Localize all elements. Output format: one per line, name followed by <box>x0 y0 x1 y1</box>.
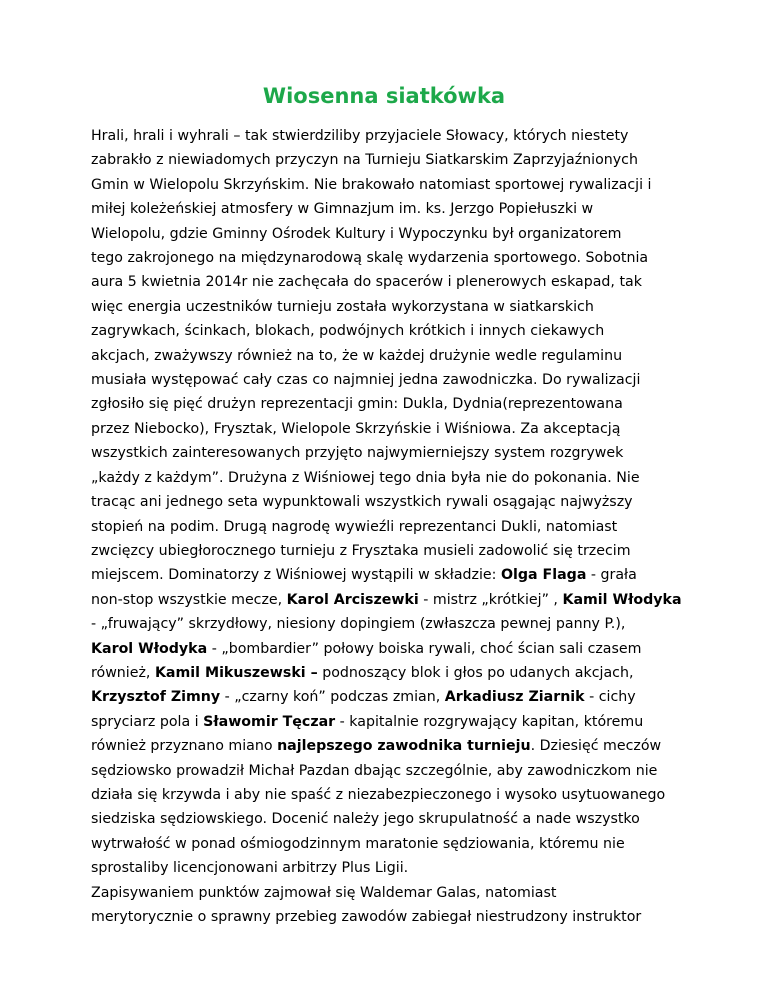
text-segment: Gmin w Wielopolu Skrzyńskim. Nie brakowało natomiast sportowej rywalizacji i <box>91 176 652 193</box>
text-line <box>91 490 691 514</box>
text-segment: non-stop wszystkie mecze, <box>91 591 287 608</box>
text-segment: zgłosiło się pięć drużyn reprezentacji gmin: Dukla, Dydnia(reprezentowana <box>91 396 623 413</box>
bold-text: Kamil Mikuszewski – <box>154 664 318 681</box>
text-line <box>91 563 691 587</box>
text-line <box>91 466 691 490</box>
text-segment: musiała występować cały czas co najmniej jedna zawodniczka. Do rywalizacji <box>91 372 641 389</box>
text-segment: zagrywkach, ścinkach, blokach, podwójnych krótkich i innych ciekawych <box>91 323 605 340</box>
text-segment: tracąc ani jednego seta wypunktowali wszystkich rywali osągając najwyższy <box>91 494 633 511</box>
text-segment: akcjach, zważywszy również na to, że w każdej drużynie wedle regulaminu <box>91 347 623 364</box>
bold-text: najlepszego zawodnika turnieju <box>277 738 531 755</box>
text-line <box>91 515 691 539</box>
text-segment: Zapisywaniem punktów zajmował się Waldemar Galas, natomiast <box>91 884 557 901</box>
bold-text: Kamil Włodyka <box>562 591 682 608</box>
text-line <box>91 881 691 905</box>
text-segment: zwcięzcy ubiegłorocznego turnieju z Frysztaka musieli zadowolić się trzecim <box>91 542 631 559</box>
text-line <box>91 856 691 880</box>
text-line <box>91 661 691 685</box>
text-line <box>91 173 691 197</box>
text-segment: tego zakrojonego na międzynarodową skalę wydarzenia sportowego. Sobotnia <box>91 250 649 267</box>
text-segment: wytrwałość w ponad ośmiogodzinnym maratonie sędziowania, któremu nie <box>91 835 625 852</box>
text-segment: również przyznano miano <box>91 738 278 755</box>
text-segment: również, <box>91 664 155 681</box>
page-title: Wiosenna siatkówka <box>262 84 506 108</box>
text-segment: . Dziesięć meczów <box>530 738 662 755</box>
text-line <box>91 417 691 441</box>
text-line <box>91 783 691 807</box>
text-line <box>91 344 691 368</box>
text-line <box>91 441 691 465</box>
text-segment: - „fruwający” skrzydłowy, niesiony dopingiem (zwłaszcza pewnej panny P.), <box>91 616 626 633</box>
text-line <box>91 905 691 929</box>
text-segment: „każdy z każdym”. Drużyna z Wiśniowej tego dnia była nie do pokonania. Nie <box>91 469 640 486</box>
bold-text: Arkadiusz Ziarnik <box>444 689 585 706</box>
text-line <box>91 319 691 343</box>
text-line <box>91 685 691 709</box>
text-segment: aura 5 kwietnia 2014r nie zachęcała do spacerów i plenerowych eskapad, tak <box>91 274 642 291</box>
text-line <box>91 270 691 294</box>
text-line <box>91 612 691 636</box>
text-segment: Hrali, hrali i wyhrali – tak stwierdziliby przyjaciele Słowacy, których niestety <box>91 128 629 144</box>
text-segment: miejscem. Dominatorzy z Wiśniowej wystąpili w składzie: <box>91 567 501 584</box>
text-segment: zabrakło z niewiadomych przyczyn na Turnieju Siatkarskim Zaprzyjaźnionych <box>91 152 638 169</box>
text-segment: - kapitalnie rozgrywający kapitan, któremu <box>335 713 644 730</box>
text-line <box>91 759 691 783</box>
text-line <box>91 734 691 758</box>
text-segment: przez Niebocko), Frysztak, Wielopole Skrzyńskie i Wiśniowa. Za akceptacją <box>91 420 621 437</box>
bold-text: Karol Arciszewki <box>286 591 419 608</box>
text-segment: - mistrz „krótkiej” , <box>418 591 563 608</box>
bold-text: Sławomir Tęczar <box>203 713 336 730</box>
text-line <box>91 124 691 148</box>
text-line <box>91 222 691 246</box>
bold-text: Krzysztof Zimny <box>91 689 221 706</box>
text-segment: - cichy <box>584 689 636 706</box>
text-line <box>91 148 691 172</box>
text-segment: sędziowsko prowadził Michał Pazdan dbając szczególnie, aby zawodniczkom nie <box>91 762 658 779</box>
text-line <box>91 295 691 319</box>
text-segment: działa się krzywda i aby nie spaść z niezabezpieczonego i wysoko usytuowanego <box>91 786 666 803</box>
text-line <box>91 710 691 734</box>
text-segment: wszystkich zainteresowanych przyjęto najwymierniejszy system rozgrywek <box>91 445 624 462</box>
text-line <box>91 392 691 416</box>
bold-text: Olga Flaga <box>500 567 587 584</box>
text-segment: - „bombardier” połowy boiska rywali, choć ścian sali czasem <box>207 640 642 657</box>
text-segment: merytorycznie o sprawny przebieg zawodów zabiegał niestrudzony instruktor <box>91 909 642 925</box>
text-segment: - „czarny koń” podczas zmian, <box>220 689 445 706</box>
text-segment: sprostaliby licencjonowani arbitrzy Plus Ligii. <box>91 860 409 877</box>
text-segment: więc energia uczestników turnieju została wykorzystana w siatkarskich <box>91 298 594 315</box>
text-segment: Wielopolu, gdzie Gminny Ośrodek Kultury i Wypoczynku był organizatorem <box>91 225 622 242</box>
text-line <box>91 368 691 392</box>
text-segment: spryciarz pola i <box>91 713 204 730</box>
text-segment: siedziska sędziowskiego. Docenić należy jego skrupulatność a nade wszystko <box>91 811 640 828</box>
text-line <box>91 197 691 221</box>
text-segment: - grała <box>586 567 637 584</box>
text-line <box>91 807 691 831</box>
text-line <box>91 539 691 563</box>
text-line <box>91 246 691 270</box>
text-segment: miłej koleżeńskiej atmosfery w Gimnazjum im. ks. Jerzgo Popiełuszki w <box>91 201 594 218</box>
text-segment: stopień na podim. Drugą nagrodę wywieźli reprezentanci Dukli, natomiast <box>91 518 618 535</box>
text-line <box>91 832 691 856</box>
text-line <box>91 588 691 612</box>
bold-text: Karol Włodyka <box>91 640 208 657</box>
article-body <box>91 124 691 929</box>
text-segment: podnoszący blok i głos po udanych akcjach, <box>317 664 634 681</box>
text-line <box>91 637 691 661</box>
